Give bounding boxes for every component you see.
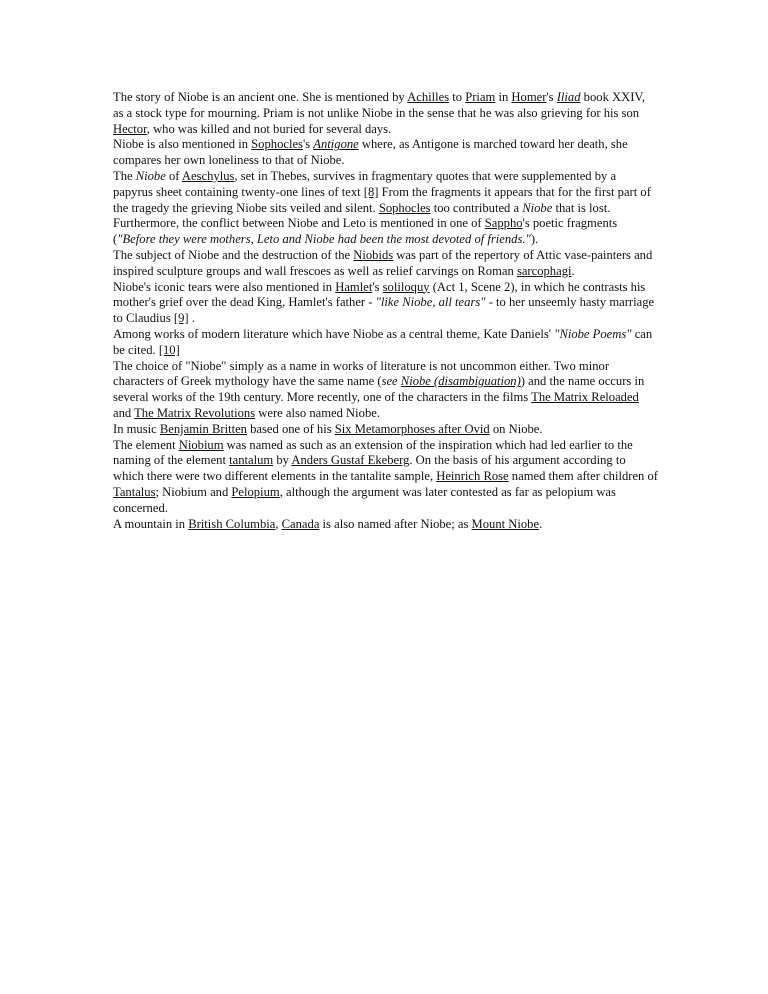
body-text: too contributed a — [430, 200, 523, 215]
link-9[interactable]: [9] — [173, 311, 189, 326]
body-text: A mountain in — [113, 516, 189, 531]
body-text: . On the basis of his argument according to which there were two different elements in the tantalite sample, — [113, 453, 626, 484]
body-text: by — [273, 453, 292, 468]
emphasis-text: "Before they were mothers, Leto and Niobe had been the most devoted of friends." — [117, 232, 531, 247]
body-text: that is lost. — [552, 200, 611, 215]
paragraph — [113, 422, 658, 438]
body-text: and — [113, 405, 135, 420]
link-the-matrix-revolutions[interactable]: The Matrix Revolutions — [134, 405, 256, 420]
body-text: based one of his — [246, 421, 335, 436]
link-sarcophagi[interactable]: sarcophagi — [516, 263, 572, 278]
link-aeschylus[interactable]: Aeschylus — [181, 168, 235, 183]
link-niobids[interactable]: Niobids — [353, 247, 394, 262]
paragraph — [113, 169, 658, 216]
paragraph — [113, 90, 658, 137]
body-text: 's — [302, 137, 314, 152]
link-heinrich-rose[interactable]: Heinrich Rose — [436, 469, 509, 484]
body-text: were also named Niobe. — [255, 405, 380, 420]
body-text: Niobe's iconic tears were also mentioned in — [113, 279, 336, 294]
body-text: is also named after Niobe; as — [319, 516, 472, 531]
link-8[interactable]: [8] — [363, 184, 379, 199]
body-text: , who was killed and not buried for several days. — [146, 121, 392, 136]
link-sappho[interactable]: Sappho — [484, 216, 523, 231]
body-text: Furthermore, the conflict between Niobe and Leto is mentioned in one of — [113, 216, 485, 231]
body-text: In music — [113, 421, 160, 436]
link-achilles[interactable]: Achilles — [407, 90, 450, 104]
body-text: Niobe is also mentioned in — [113, 137, 252, 152]
emphasis-text: "like Niobe, all tears" — [375, 295, 486, 310]
link-benjamin-britten[interactable]: Benjamin Britten — [159, 421, 247, 436]
body-text: , — [275, 516, 282, 531]
body-text: From the fragments it appears that for the first part of the tragedy the grieving Niobe sits veiled and silent. — [113, 184, 651, 215]
paragraph — [113, 216, 658, 248]
link-niobium[interactable]: Niobium — [178, 437, 224, 452]
document-body — [113, 90, 658, 532]
paragraph — [113, 137, 658, 169]
link-british-columbia[interactable]: British Columbia — [188, 516, 276, 531]
body-text: was named as such as an extension of the inspiration which had led earlier to the naming of the element — [113, 437, 633, 468]
link-sophocles[interactable]: Sophocles — [251, 137, 303, 152]
body-text: was part of the repertory of Attic vase-painters and inspired sculpture groups and wall frescoes as well as relief carvings on Roman — [113, 247, 653, 278]
body-text: Among works of modern literature which have Niobe as a central theme, Kate Daniels' — [113, 326, 555, 341]
link-sophocles[interactable]: Sophocles — [378, 200, 431, 215]
body-text: . — [188, 311, 195, 326]
body-text: . — [571, 263, 575, 278]
link-10[interactable]: [10] — [158, 342, 180, 357]
link-anders-gustaf-ekeberg[interactable]: Anders Gustaf Ekeberg — [291, 453, 410, 468]
link-tantalum[interactable]: tantalum — [229, 453, 274, 468]
paragraph — [113, 517, 658, 533]
paragraph — [113, 359, 658, 422]
link-niobe-disambiguation[interactable]: Niobe (disambiguation) — [400, 374, 521, 389]
emphasis-text: see — [381, 374, 401, 389]
body-text: where, as Antigone is marched toward her death, she compares her own loneliness to that of Niobe. — [113, 137, 628, 168]
link-tantalus[interactable]: Tantalus — [113, 484, 156, 499]
body-text: 's — [372, 279, 383, 294]
paragraph — [113, 327, 658, 359]
body-text: ). — [530, 232, 539, 247]
body-text: - to her unseemly hasty marriage to Claudius — [113, 295, 655, 326]
paragraph — [113, 438, 658, 517]
body-text: to — [449, 90, 466, 104]
link-hamlet[interactable]: Hamlet — [335, 279, 373, 294]
body-text: The story of Niobe is an ancient one. She is mentioned by — [113, 90, 408, 104]
emphasis-text: "Niobe Poems" — [554, 326, 632, 341]
body-text: named them after children of — [508, 469, 658, 484]
paragraph — [113, 248, 658, 280]
body-text: (Act 1, Scene 2), in which he contrasts his mother's grief over the dead King, Hamlet's father - — [113, 279, 646, 310]
link-antigone[interactable]: Antigone — [313, 137, 359, 152]
link-hector[interactable]: Hector — [113, 121, 147, 136]
body-text: can be cited. — [113, 326, 653, 357]
body-text: The element — [113, 437, 179, 452]
body-text: book XXIV, as a stock type for mourning. Priam is not unlike Niobe in the sense that he was also grieving for his son — [113, 90, 646, 120]
body-text: in — [495, 90, 512, 104]
emphasis-text: Niobe — [522, 200, 553, 215]
body-text: , set in Thebes, survives in fragmentary quotes that were supplemented by a papyrus sheet containing twenty-one lines of text — [113, 168, 617, 199]
link-canada[interactable]: Canada — [281, 516, 320, 531]
body-text: on Niobe. — [489, 421, 543, 436]
body-text: of — [165, 168, 182, 183]
link-iliad[interactable]: Iliad — [556, 90, 581, 104]
body-text: 's — [546, 90, 557, 104]
body-text: The choice of "Niobe" simply as a name in works of literature is not uncommon either. Two minor characters of Greek mythology have the same name ( — [113, 358, 610, 389]
link-six-metamorphoses-after-ovid[interactable]: Six Metamorphoses after Ovid — [334, 421, 490, 436]
link-soliloquy[interactable]: soliloquy — [382, 279, 430, 294]
link-pelopium[interactable]: Pelopium — [231, 484, 280, 499]
body-text: ; Niobium and — [155, 484, 232, 499]
link-priam[interactable]: Priam — [465, 90, 496, 104]
body-text: , although the argument was later contested as far as pelopium was concerned. — [113, 484, 616, 515]
paragraph — [113, 280, 658, 327]
body-text: ) and the name occurs in several works of the 19th century. More recently, one of the characters in the films — [113, 374, 645, 405]
emphasis-text: Niobe — [135, 168, 166, 183]
link-homer[interactable]: Homer — [511, 90, 547, 104]
link-the-matrix-reloaded[interactable]: The Matrix Reloaded — [531, 390, 639, 405]
body-text: The — [113, 168, 136, 183]
body-text: The subject of Niobe and the destruction of the — [113, 247, 354, 262]
body-text: . — [539, 516, 543, 531]
link-mount-niobe[interactable]: Mount Niobe — [471, 516, 540, 531]
body-text: 's poetic fragments ( — [113, 216, 618, 247]
